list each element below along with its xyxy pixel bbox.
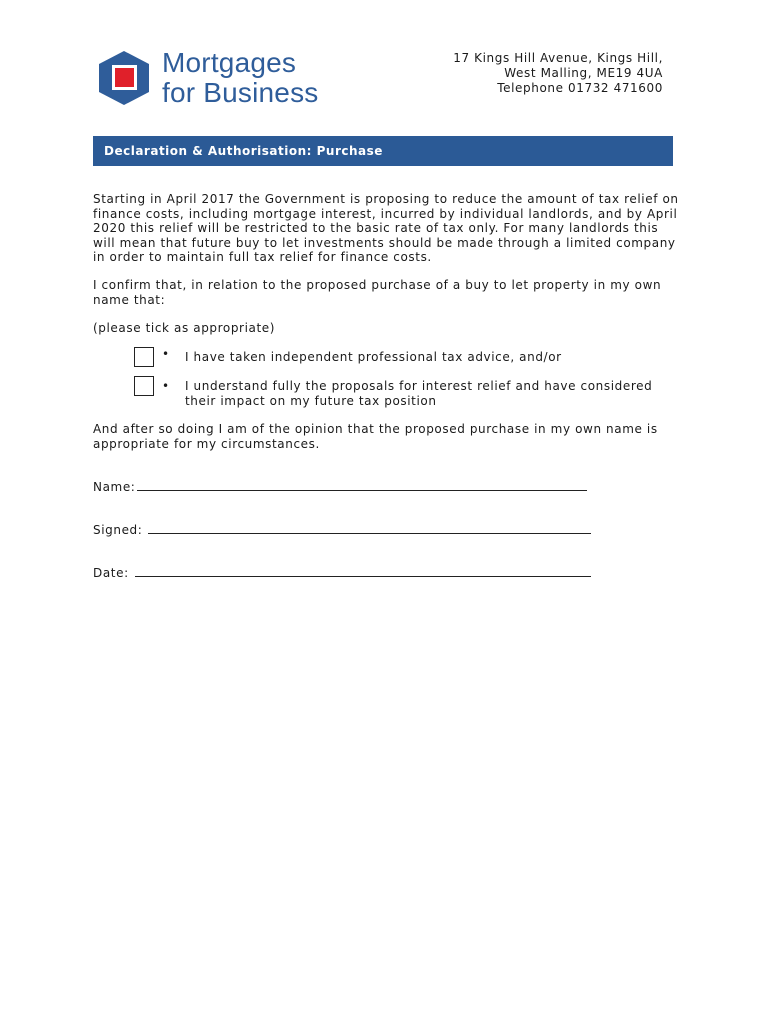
option-text-understand-proposals: I understand fully the proposals for interest relief and have considered their impact on my future tax position	[185, 379, 653, 408]
address-line-1: 17 Kings Hill Avenue, Kings Hill,	[453, 51, 663, 65]
logo-wordmark	[162, 48, 318, 108]
intro-paragraph: Starting in April 2017 the Government is proposing to reduce the amount of tax relief on finance costs, including mortgage interest, incurred by individual landlords, and by April 2020 this relief will be restricted to the basic rate of tax only. For many landlords this will mean that future buy to let investments should be made through a limited company in order to maintain full tax relief for finance costs.	[93, 192, 679, 264]
bullet-1: •	[162, 347, 170, 361]
name-label: Name:	[93, 480, 136, 494]
understand-proposals-checkbox[interactable]	[134, 376, 154, 396]
company-address	[453, 51, 663, 96]
address-line-2: West Malling, ME19 4UA	[504, 66, 663, 80]
date-field[interactable]	[93, 566, 591, 580]
signed-label: Signed:	[93, 523, 143, 537]
section-title-banner: Declaration & Authorisation: Purchase	[93, 136, 673, 166]
date-input-line[interactable]	[135, 566, 591, 577]
confirm-paragraph: I confirm that, in relation to the proposed purchase of a buy to let property in my own name that:	[93, 278, 662, 307]
signature-input-line[interactable]	[148, 523, 591, 534]
option-text-tax-advice: I have taken independent professional tax advice, and/or	[185, 350, 562, 364]
tick-hint: (please tick as appropriate)	[93, 321, 276, 335]
company-logo	[99, 48, 329, 108]
name-field[interactable]	[93, 480, 587, 494]
tax-advice-checkbox[interactable]	[134, 347, 154, 367]
logo-line-1: Mortgages	[162, 47, 297, 78]
name-input-line[interactable]	[137, 480, 587, 491]
signed-field[interactable]	[93, 523, 591, 537]
opinion-paragraph: And after so doing I am of the opinion that the proposed purchase in my own name is appropriate for my circumstances.	[93, 422, 658, 451]
logo-line-2: for Business	[162, 77, 319, 108]
hexagon-logo-icon	[99, 51, 149, 105]
date-label: Date:	[93, 566, 129, 580]
address-telephone: Telephone 01732 471600	[497, 81, 663, 95]
bullet-2: •	[162, 379, 170, 393]
